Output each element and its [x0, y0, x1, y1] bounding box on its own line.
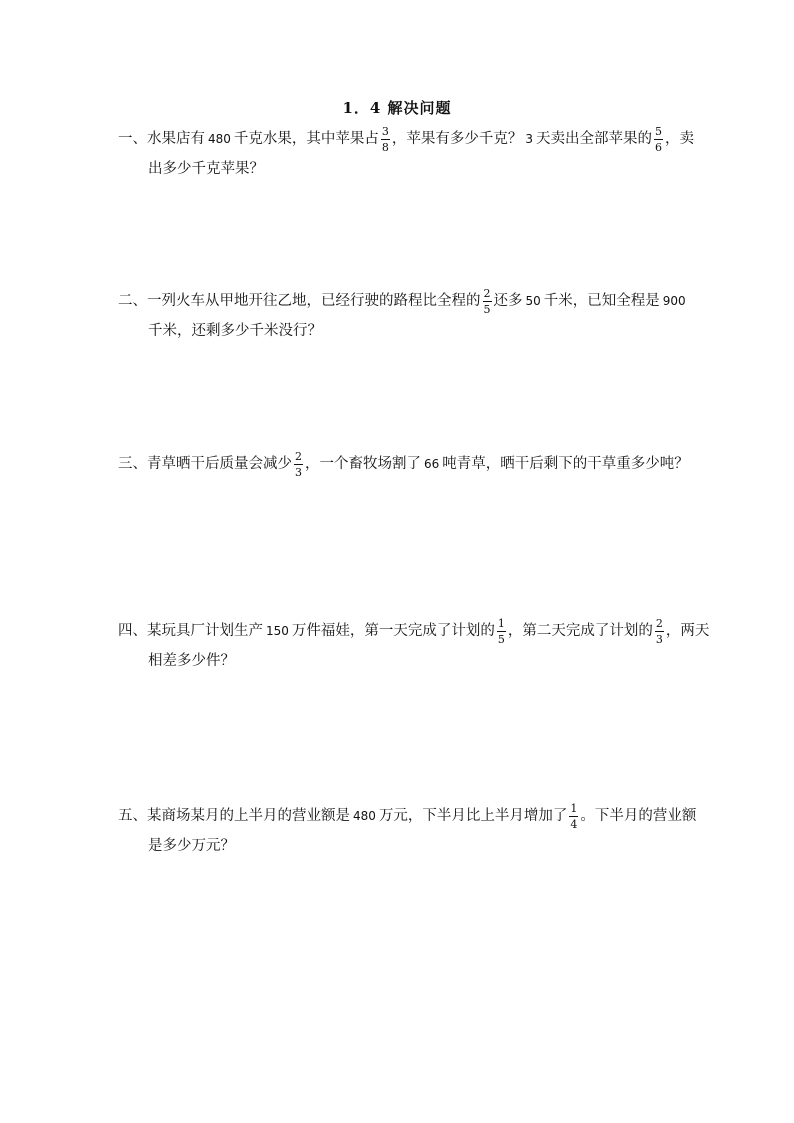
fraction-denominator: 3: [655, 632, 663, 646]
text-segment: 万件福娃，第一天完成了计划的: [291, 623, 495, 639]
question-line: [118, 831, 678, 861]
fraction: [569, 803, 578, 830]
text-segment: 吨青草，晒干后剩下的干草重多少吨？: [442, 456, 689, 472]
fraction-numerator: 2: [655, 616, 663, 630]
question-line: [118, 286, 686, 316]
fraction-denominator: 4: [570, 817, 578, 831]
number: 3: [525, 132, 534, 146]
fraction-numerator: 1: [570, 801, 578, 815]
number: 66: [424, 457, 440, 471]
fraction: [483, 288, 492, 315]
text-segment: 五、某商场某月的上半月的营业额是: [118, 808, 350, 824]
text-segment: ，苹果有多少千克？: [391, 131, 523, 147]
question-line: [118, 154, 678, 184]
fraction: [497, 618, 506, 645]
text-segment: 万元，下半月比上半月增加了: [378, 808, 568, 824]
question-4: [118, 616, 710, 676]
text-segment: 千克水果，其中苹果占: [233, 131, 379, 147]
number: 150: [266, 624, 289, 638]
text-segment: 。下半月的营业额: [580, 808, 697, 824]
text-segment: 还多: [493, 293, 523, 309]
fraction-bar: [497, 631, 506, 632]
fraction-bar: [483, 301, 492, 302]
question-line: [118, 616, 710, 646]
fraction-denominator: 3: [295, 465, 302, 479]
number: 480: [353, 809, 376, 823]
text-segment: 出多少千克苹果？: [148, 161, 264, 177]
question-3: [118, 449, 689, 479]
text-segment: 二、一列火车从甲地开往乙地，已经行驶的路程比全程的: [118, 293, 481, 309]
question-5: [118, 801, 697, 861]
fraction-numerator: 5: [655, 124, 663, 138]
fraction: [294, 451, 303, 478]
text-segment: 千米，还剩多少千米没行？: [148, 323, 322, 339]
text-segment: 相差多少件？: [148, 653, 235, 669]
text-segment: ，第二天完成了计划的: [507, 623, 653, 639]
fraction-denominator: 8: [381, 140, 389, 154]
fraction: [381, 126, 390, 153]
question-2: [118, 286, 686, 346]
fraction-numerator: 2: [295, 449, 302, 463]
question-1: [118, 124, 695, 184]
text-segment: 一、水果店有: [118, 131, 205, 147]
number: 50: [525, 294, 541, 308]
text-segment: 四、某玩具厂计划生产: [118, 623, 263, 639]
question-line: [118, 316, 678, 346]
fraction-bar: [655, 631, 664, 632]
text-segment: ，卖: [665, 131, 695, 147]
number: 480: [208, 132, 231, 146]
fraction-bar: [381, 139, 390, 140]
question-line: [118, 646, 678, 676]
text-segment: 天卖出全部苹果的: [536, 131, 653, 147]
question-line: [118, 801, 697, 831]
fraction: [655, 618, 664, 645]
number: 900: [662, 294, 686, 308]
text-segment: 三、青草晒干后质量会减少: [118, 456, 292, 472]
fraction-numerator: 1: [497, 616, 505, 630]
text-segment: ，两天: [665, 623, 710, 639]
fraction-numerator: 2: [483, 286, 491, 300]
fraction-denominator: 6: [655, 140, 663, 154]
fraction: [654, 126, 663, 153]
fraction-bar: [569, 816, 578, 817]
page-title: 1．4 解决问题: [342, 99, 452, 117]
question-line: [118, 124, 695, 154]
fraction-bar: [654, 139, 663, 140]
fraction-numerator: 3: [381, 124, 389, 138]
fraction-denominator: 5: [497, 632, 505, 646]
fraction-denominator: 5: [483, 302, 491, 316]
text-segment: 千米，已知全程是: [543, 293, 660, 309]
question-line: [118, 449, 689, 479]
fraction-bar: [294, 464, 303, 465]
text-segment: 是多少万元？: [148, 838, 235, 854]
text-segment: ，一个畜牧场割了: [305, 456, 421, 472]
